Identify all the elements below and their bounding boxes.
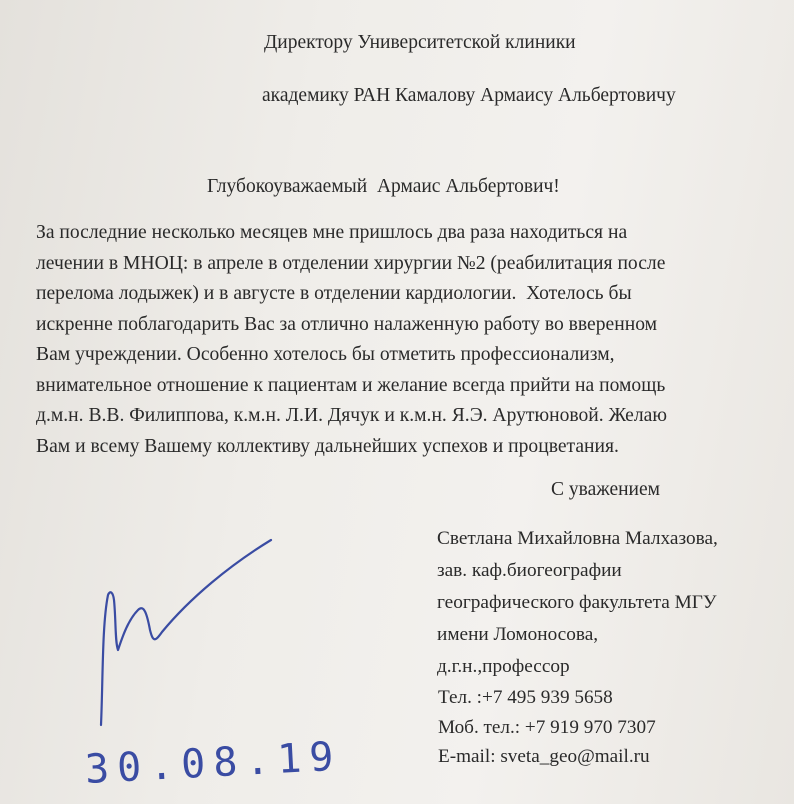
- sender-block: [437, 523, 794, 683]
- closing: С уважением: [551, 479, 660, 500]
- sender-university: имени Ломоносова,: [437, 624, 599, 645]
- sender-name: Светлана Михайловна Малхазова,: [437, 528, 718, 549]
- email-text: E-mail: sveta_geo@mail.ru: [438, 746, 650, 767]
- mobile-text: Моб. тел.: +7 919 970 7307: [438, 716, 656, 738]
- handwritten-signature: [70, 520, 290, 740]
- salutation: Глубокоуважаемый Армаис Альбертович!: [207, 176, 560, 197]
- body-line: внимательное отношение к пациентам и желание всегда прийти на помощь: [36, 374, 666, 396]
- handwritten-date: [80, 725, 350, 800]
- letter-body: [36, 218, 794, 462]
- sender-faculty: географического факультета МГУ: [437, 592, 717, 613]
- addressee-line-2: академику РАН Камалову Армаису Альбертовичу: [262, 85, 676, 106]
- body-line: Вам и всему Вашему коллективу дальнейших успехов и процветания.: [36, 435, 619, 457]
- sender-position: зав. каф.биогеографии: [437, 560, 622, 581]
- signature-stroke: [101, 540, 271, 725]
- body-line: искренне поблагодарить Вас за отлично налаженную работу во вверенном: [36, 313, 658, 335]
- sender-degree: д.г.н.,профессор: [437, 656, 570, 677]
- handwritten-date-text: 30.08.19: [83, 733, 343, 793]
- body-line: За последние несколько месяцев мне пришлось два раза находиться на: [36, 222, 628, 243]
- addressee-line-1: Директору Университетской клиники: [264, 32, 576, 53]
- body-line: лечении в МНОЦ: в апреле в отделении хирургии №2 (реабилитация после: [36, 252, 666, 274]
- contact-block: [438, 683, 656, 772]
- body-line: перелома лодыжек) и в августе в отделении кардиологии. Хотелось бы: [36, 283, 632, 304]
- body-line: д.м.н. В.В. Филиппова, к.м.н. Л.И. Дячук и к.м.н. Я.Э. Арутюновой. Желаю: [36, 405, 667, 426]
- body-line: Вам учреждении. Особенно хотелось бы отметить профессионализм,: [36, 344, 615, 365]
- phone-text: Тел. :+7 495 939 5658: [438, 687, 613, 708]
